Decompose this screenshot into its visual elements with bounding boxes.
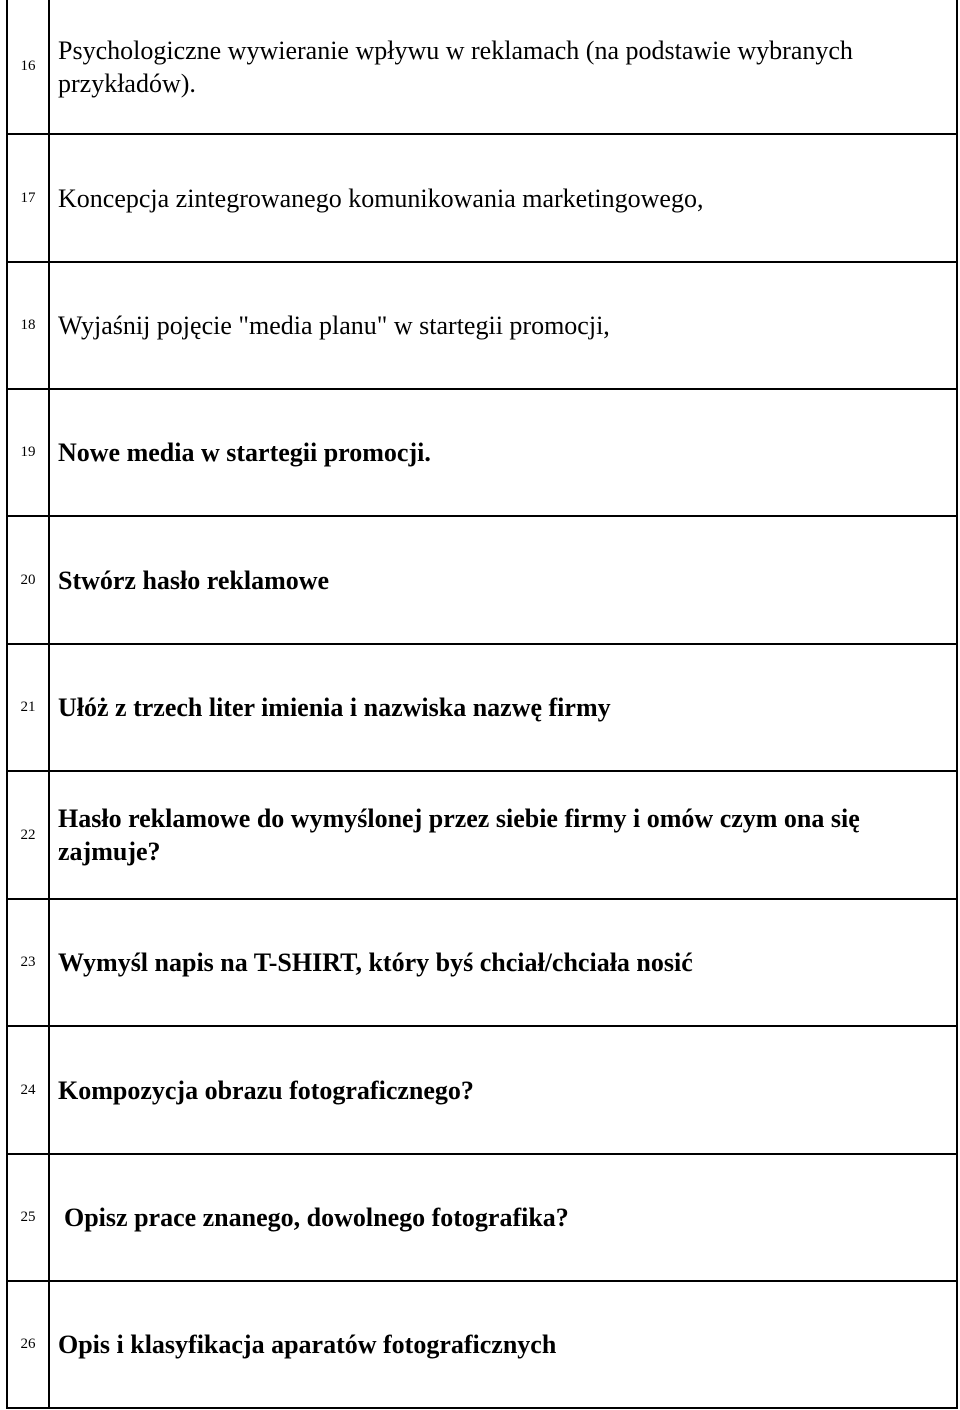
row-text: Ułóż z trzech liter imienia i nazwiska nazwę firmy (49, 644, 957, 771)
row-text: Koncepcja zintegrowanego komunikowania marketingowego, (49, 134, 957, 262)
row-number: 26 (7, 1281, 49, 1408)
row-text: Psychologiczne wywieranie wpływu w reklamach (na podstawie wybranych przykładów). (49, 0, 957, 134)
row-text: Wyjaśnij pojęcie "media planu" w startegii promocji, (49, 262, 957, 389)
row-text: Kompozycja obrazu fotograficznego? (49, 1026, 957, 1154)
row-number: 21 (7, 644, 49, 771)
table-row (7, 1154, 957, 1281)
table-row (7, 516, 957, 644)
row-text: Stwórz hasło reklamowe (49, 516, 957, 644)
row-number: 18 (7, 262, 49, 389)
table-row (7, 0, 957, 134)
table-row (7, 1281, 957, 1408)
row-number: 19 (7, 389, 49, 516)
row-number: 17 (7, 134, 49, 262)
row-number: 24 (7, 1026, 49, 1154)
table-row (7, 771, 957, 899)
row-number: 25 (7, 1154, 49, 1281)
row-number: 22 (7, 771, 49, 899)
row-text: Nowe media w startegii promocji. (49, 389, 957, 516)
row-text: Hasło reklamowe do wymyślonej przez siebie firmy i omów czym ona się zajmuje? (49, 771, 957, 899)
row-text: Wymyśl napis na T-SHIRT, który byś chciał/chciała nosić (49, 899, 957, 1026)
table-row (7, 134, 957, 262)
row-number: 23 (7, 899, 49, 1026)
row-number: 20 (7, 516, 49, 644)
row-text: Opis i klasyfikacja aparatów fotograficznych (49, 1281, 957, 1408)
table-row (7, 389, 957, 516)
row-number: 16 (7, 0, 49, 134)
table-row (7, 644, 957, 771)
row-text: Opisz prace znanego, dowolnego fotografika? (49, 1154, 957, 1281)
table-row (7, 262, 957, 389)
questions-table (6, 0, 958, 1409)
table-row (7, 899, 957, 1026)
table-row (7, 1026, 957, 1154)
